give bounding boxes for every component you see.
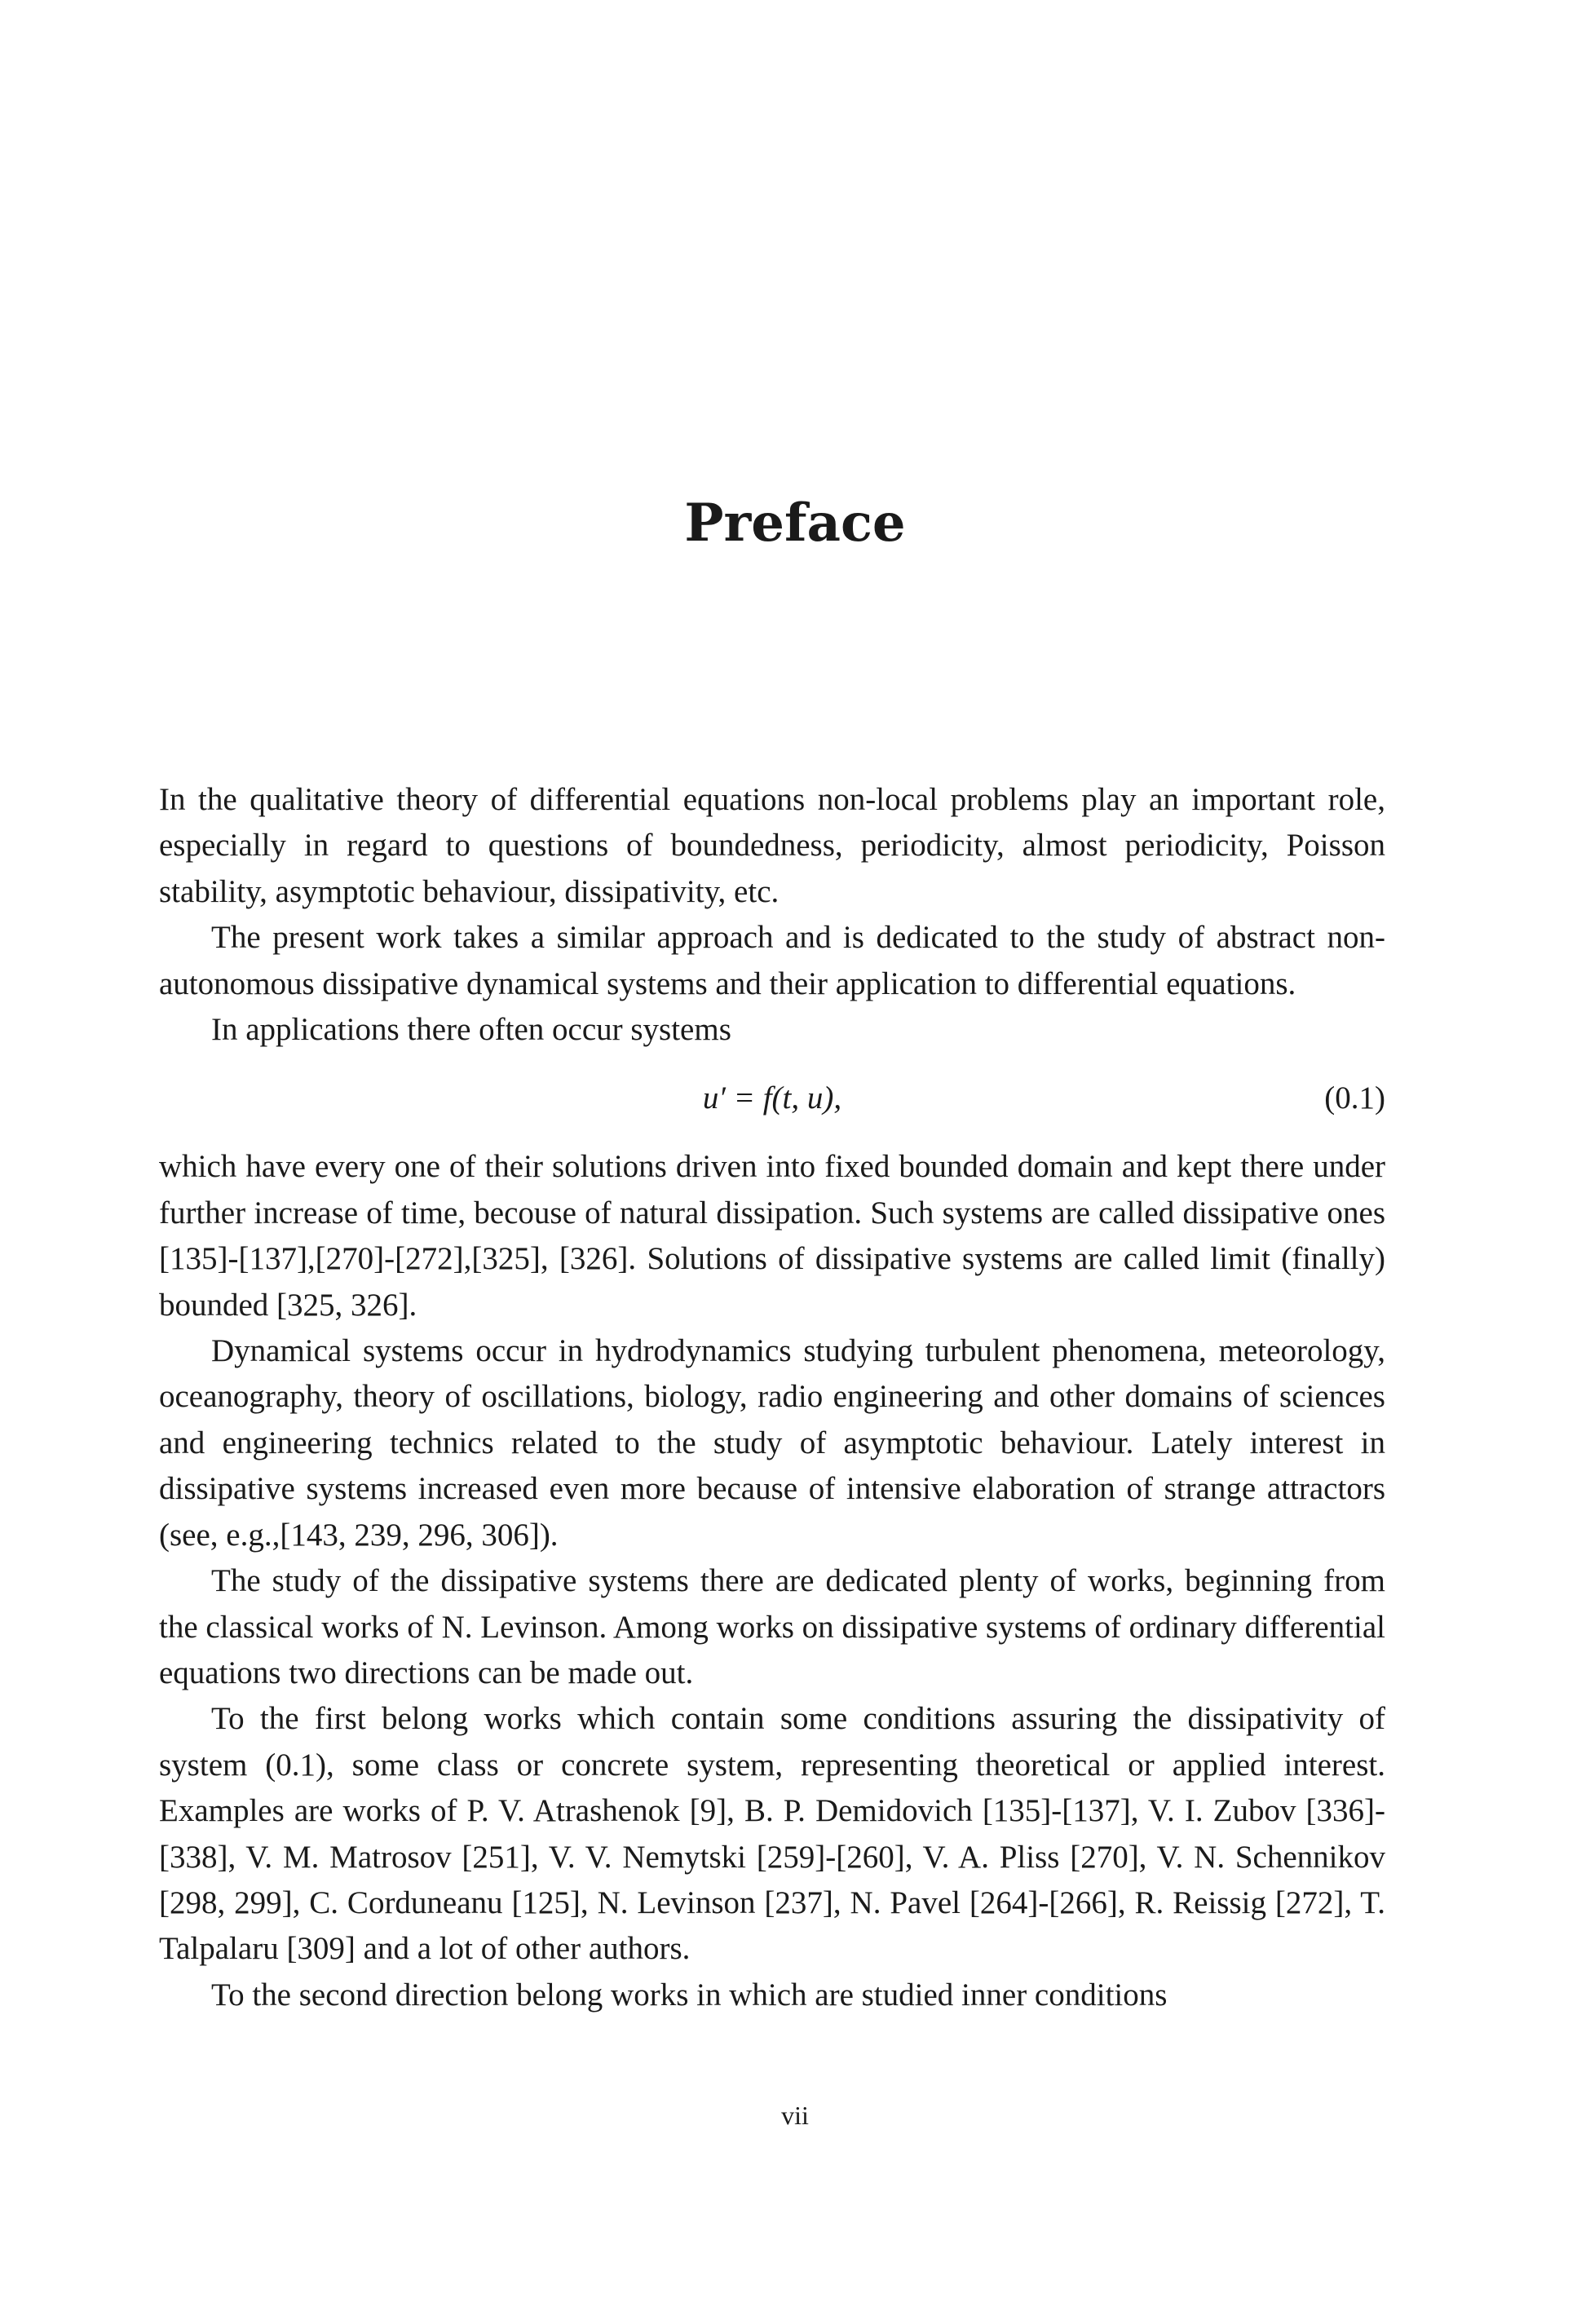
paragraph-dynamical-systems: Dynamical systems occur in hydrodynamics studying turbulent phenomena, meteorology, oceanography, theory of oscillations, biology, radio engineering and other domains of sciences and engineering technics related to the study of asymptotic behaviour. Lately interest in dissipative systems increased even more because of intensive elaboration of strange attractors (see, e.g.,[143, 239, 296, 306]). [159,1333,1385,1553]
paragraph-applications: In applications there often occur systems [211,1012,731,1048]
page-number: vii [781,2101,809,2130]
equation-body: u′ = f(t, u), [702,1080,842,1116]
paragraph-dissipative-systems: which have every one of their solutions driven into fixed bounded domain and kept there under further increase of time, becouse of natural dissipation. Such systems are called dissipative ones [135]-[137],[270]-[272],[325], [326]. Solutions of dissipative systems are called limit (finally) bounded [325, 326]. [159,1149,1385,1323]
equation-0-1 [159,1053,1385,1144]
paragraph-present-work: The present work takes a similar approach and is dedicated to the study of abstract non-autonomous dissipative dynamical systems and their application to differential equations. [159,920,1385,1001]
page-title: Preface [684,493,906,554]
paragraph-study-works: The study of the dissipative systems there are dedicated plenty of works, beginning from the classical works of N. Levinson. Among works on dissipative systems of ordinary differential equations two directions can be made out. [159,1563,1385,1690]
paragraph-second-direction: To the second direction belong works in which are studied inner conditions [211,1977,1168,2013]
body-text [159,777,1385,2018]
equation-number: (0.1) [1324,1080,1385,1116]
paragraph-intro: In the qualitative theory of differential equations non-local problems play an important role, especially in regard to questions of boundedness, periodicity, almost periodicity, Poisson stability, asymptotic behaviour, dissipativity, etc. [159,782,1385,909]
paragraph-first-direction: To the first belong works which contain some conditions assuring the dissipativity of system (0.1), some class or concrete system, representing theoretical or applied interest. Examples are works of P. V. Atrashenok [9], B. P. Demidovich [135]-[137], V. I. Zubov [336]-[338], V. M. Matrosov [251], V. V. Nemytski [259]-[260], V. A. Pliss [270], V. N. Schennikov [298, 299], C. Corduneanu [125], N. Levinson [237], N. Pavel [264]-[266], R. Reissig [272], T. Talpalaru [309] and a lot of other authors. [159,1701,1385,1967]
